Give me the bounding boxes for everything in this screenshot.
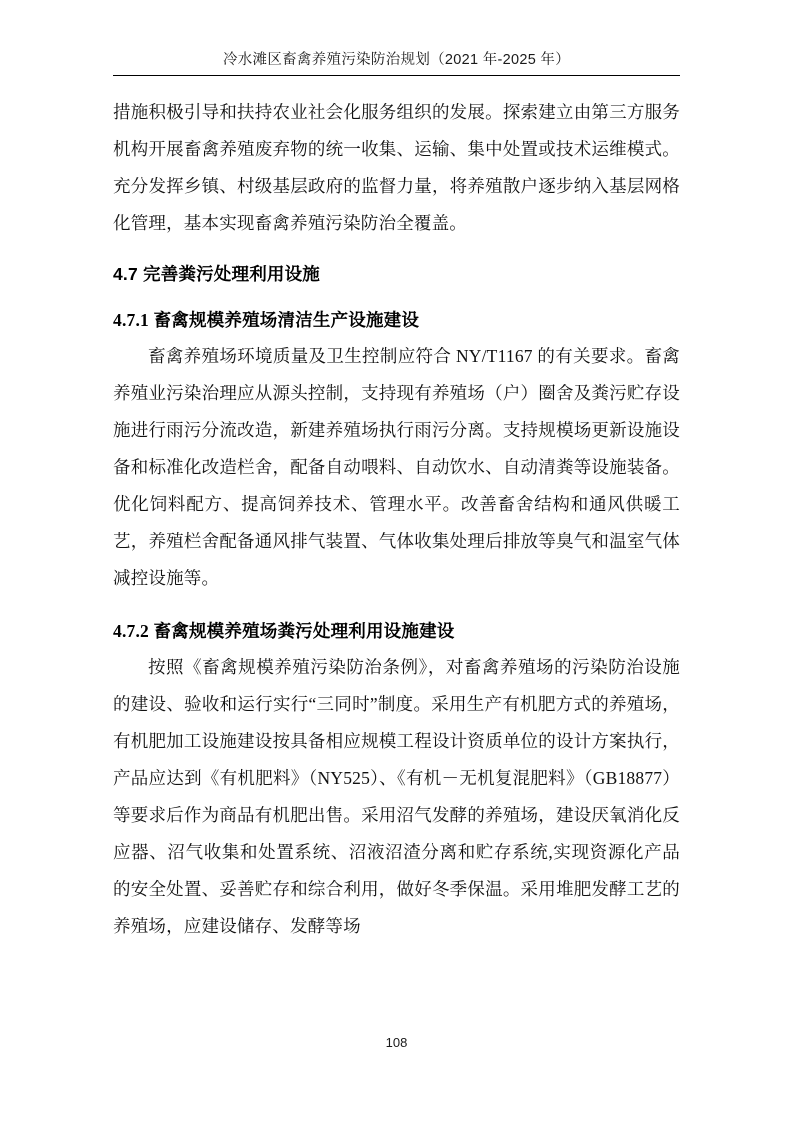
- paragraph-4-7-2: 按照《畜禽规模养殖污染防治条例》，对畜禽养殖场的污染防治设施的建设、验收和运行实行“三同时”制度。采用生产有机肥方式的养殖场，有机肥加工设施建设按具备相应规模工程设计资质单位的设计方案执行，产品应达到《有机肥料》（NY525）、《有机－无机复混肥料》（GB18877）等要求后作为商品有机肥出售。采用沼气发酵的养殖场，建设厌氧消化反应器、沼气收集和处置系统、沼液沼渣分离和贮存系统,实现资源化产品的安全处置、妥善贮存和综合利用，做好冬季保温。采用堆肥发酵工艺的养殖场，应建设储存、发酵等场: [113, 657, 680, 936]
- running-header-title: 冷水滩区畜禽养殖污染防治规划（2021 年-2025 年）: [222, 52, 571, 68]
- paragraph-4-7-1: 畜禽养殖场环境质量及卫生控制应符合 NY/T1167 的有关要求。畜禽养殖业污染治理应从源头控制，支持现有养殖场（户）圈舍及粪污贮存设施进行雨污分流改造，新建养殖场执行雨污分离。支持规模场更新设施设备和标准化改造栏舍，配备自动喂料、自动饮水、自动清粪等设施装备。优化饲料配方、提高饲养技术、管理水平。改善畜舍结构和通风供暖工艺，养殖栏舍配备通风排气装置、气体收集处理后排放等臭气和温室气体减控设施等。: [113, 346, 680, 588]
- document-body: [113, 94, 680, 945]
- header-divider: [113, 75, 680, 76]
- paragraph-continued: 措施积极引导和扶持农业社会化服务组织的发展。探索建立由第三方服务机构开展畜禽养殖废弃物的统一收集、运输、集中处置或技术运维模式。充分发挥乡镇、村级基层政府的监督力量，将养殖散户逐步纳入基层网格化管理，基本实现畜禽养殖污染防治全覆盖。: [113, 102, 680, 233]
- page-content-area: [113, 0, 680, 945]
- heading-4-7: 4.7 完善粪污处理利用设施: [113, 264, 320, 284]
- heading-4-7-1: 4.7.1 畜禽规模养殖场清洁生产设施建设: [113, 310, 420, 330]
- running-header: [113, 0, 680, 76]
- page-number: 108: [385, 1035, 408, 1050]
- heading-4-7-2: 4.7.2 畜禽规模养殖场粪污处理利用设施建设: [113, 621, 455, 641]
- paragraph-spacer: [113, 597, 680, 603]
